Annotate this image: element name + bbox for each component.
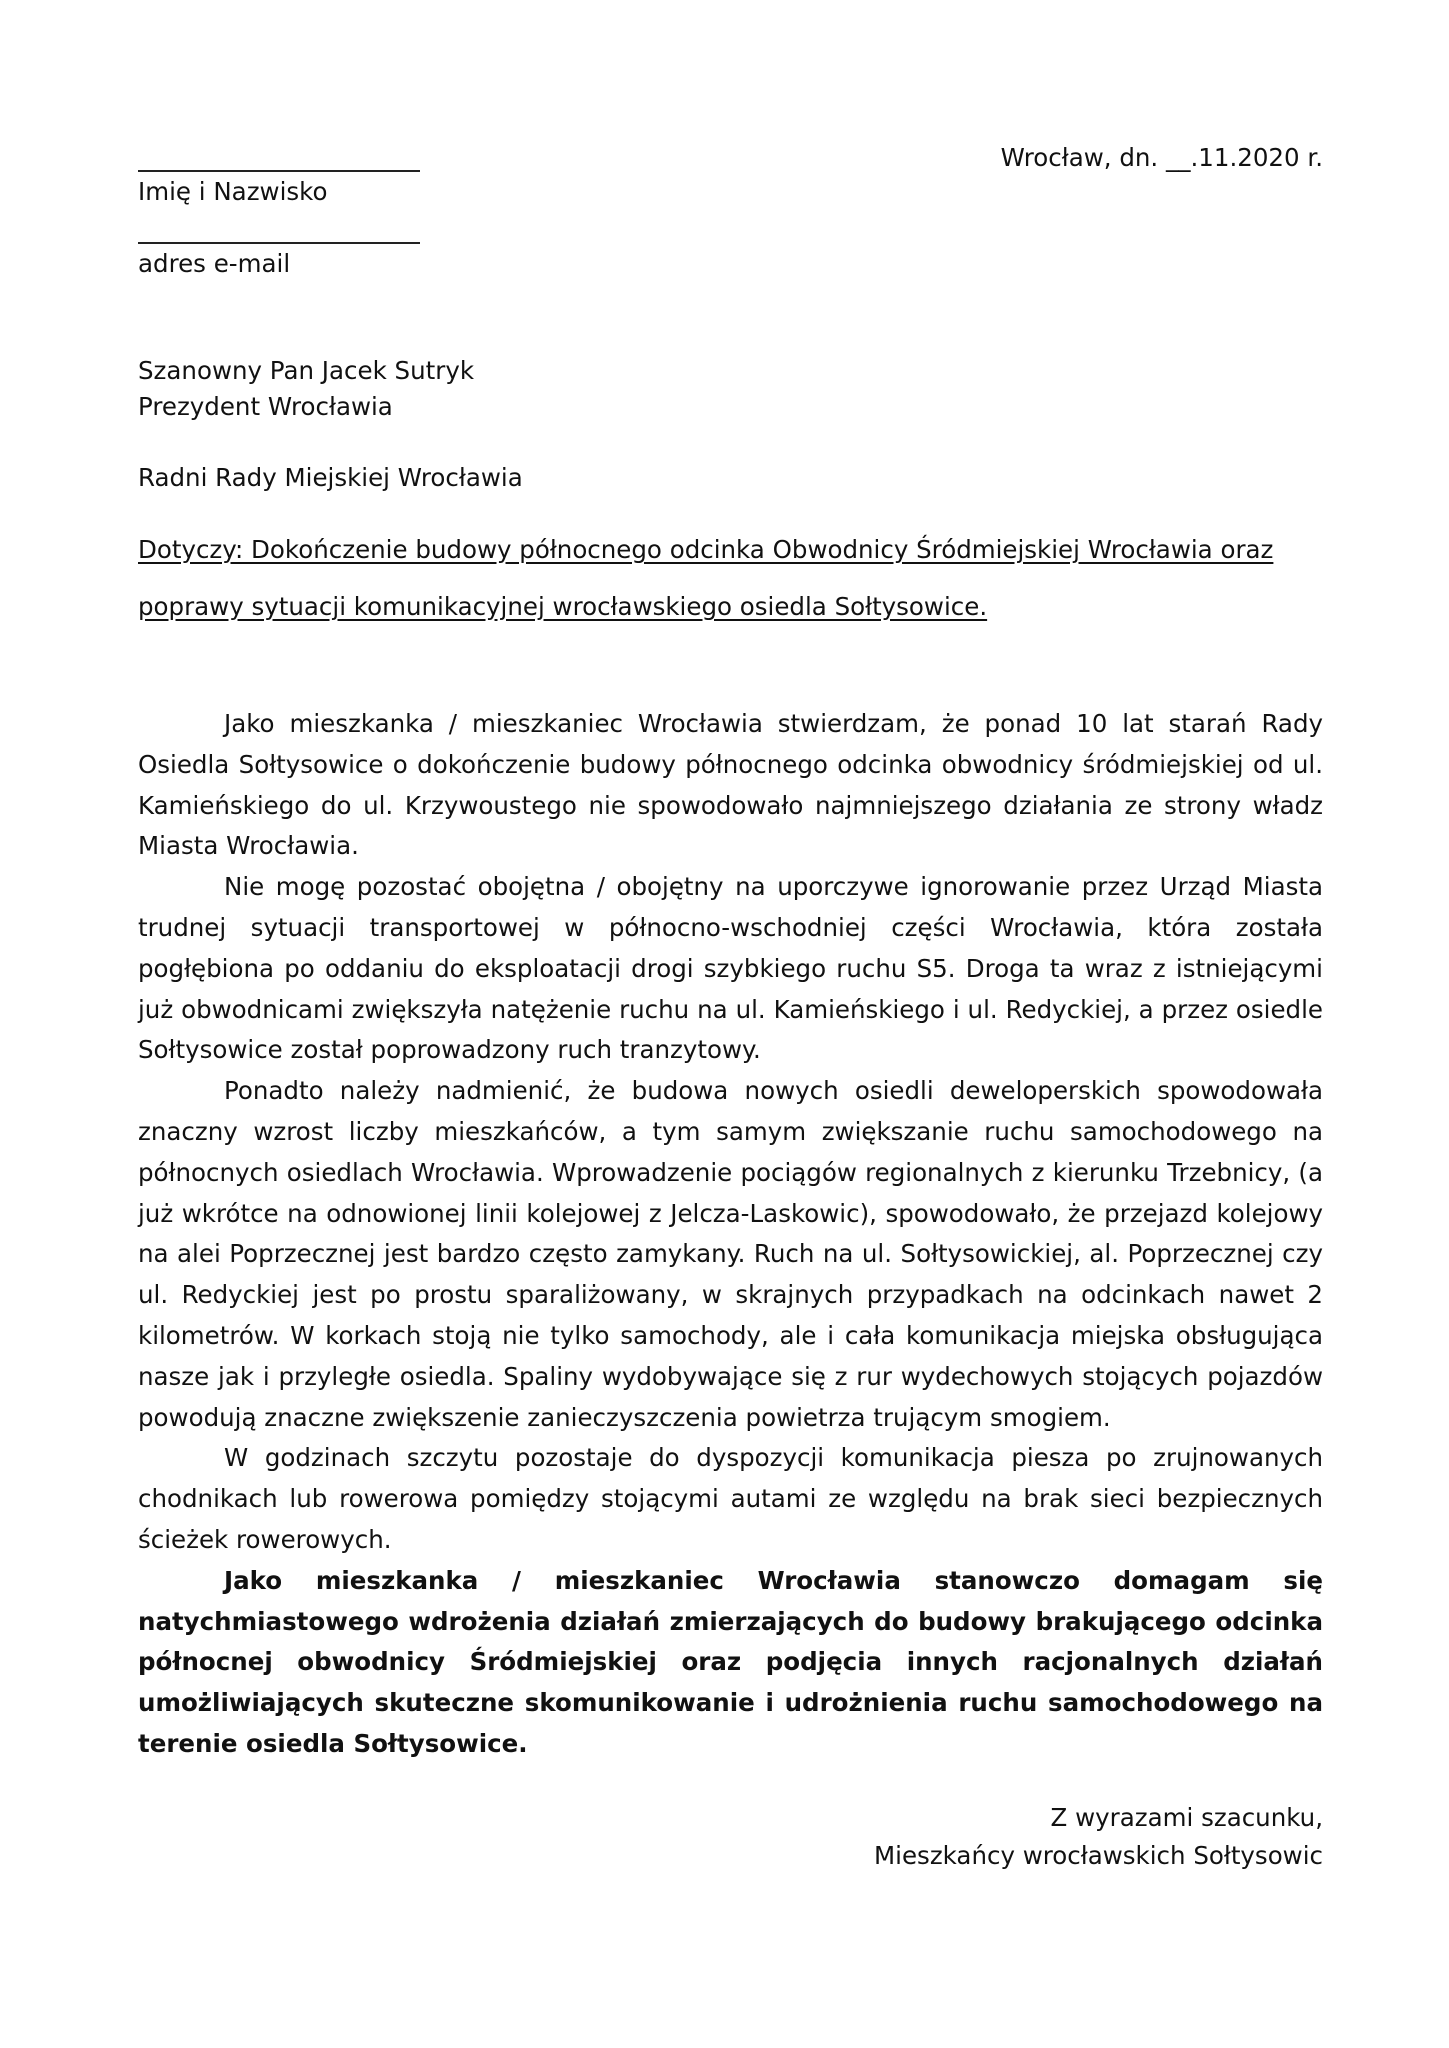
body-paragraph-1: Jako mieszkanka / mieszkaniec Wrocławia stwierdzam, że ponad 10 lat starań Rady Osiedla Sołtysowice o dokończenie budowy północnego odcinka obwodnicy śródmiejskiej od ul. Kamieńskiego do ul. Krzywoustego nie spowodowało najmniejszego działania ze strony władz Miasta Wrocławia. <box>138 709 1323 861</box>
recipient-name: Szanowny Pan Jacek Sutryk <box>138 356 475 385</box>
body-paragraph-2: Nie mogę pozostać obojętna / obojętny na uporczywe ignorowanie przez Urząd Miasta trudnej sytuacji transportowej w północno-wschodniej części Wrocławia, która została pogłębiona po oddaniu do eksploatacji drogi szybkiego ruchu S5. Droga ta wraz z istniejącymi już obwodnicami zwiększyła natężenie ruchu na ul. Kamieńskiego i ul. Redyckiej, a przez osiedle Sołtysowice został poprowadzony ruch tranzytowy. <box>138 872 1323 1065</box>
body-paragraph-4: W godzinach szczytu pozostaje do dyspozycji komunikacja piesza po zrujnowanych chodnikach lub rowerowa pomiędzy stojącymi autami ze względu na brak sieci bezpiecznych ścieżek rowerowych. <box>138 1443 1323 1554</box>
name-blank-line <box>138 170 420 172</box>
recipient-title: Prezydent Wrocławia <box>138 392 393 421</box>
body-paragraph-3: Ponadto należy nadmienić, że budowa nowych osiedli deweloperskich spowodowała znaczny wzrost liczby mieszkańców, a tym samym zwiększanie ruchu samochodowego na północnych osiedlach Wrocławia. Wprowadzenie pociągów regionalnych z kierunku Trzebnicy, (a już wkrótce na odnowionej linii kolejowej z Jelcza-Laskowic), spowodowało, że przejazd kolejowy na alei Poprzecznej jest bardzo często zamykany. Ruch na ul. Sołtysowickiej, al. Poprzecznej czy ul. Redyckiej jest po prostu sparaliżowany, w skrajnych przypadkach na odcinkach nawet 2 kilometrów. W korkach stoją nie tylko samochody, ale i cała komunikacja miejska obsługująca nasze jak i przyległe osiedla. Spaliny wydobywające się z rur wydechowych stojących pojazdów powodują znaczne zwiększenie zanieczyszczenia powietrza trującym smogiem. <box>138 1076 1323 1432</box>
subject-line-1: Dotyczy: Dokończenie budowy północnego odcinka Obwodnicy Śródmiejskiej Wrocławia oraz <box>138 535 1274 564</box>
place-date: Wrocław, dn. __.11.2020 r. <box>1000 143 1323 172</box>
body-paragraph-demand: Jako mieszkanka / mieszkaniec Wrocławia stanowczo domagam się natychmiastowego wdrożenia działań zmierzających do budowy brakującego odcinka północnej obwodnicy Śródmiejskiej oraz podjęcia innych racjonalnych działań umożliwiających skuteczne skomunikowanie i udrożnienia ruchu samochodowego na terenie osiedla Sołtysowice. <box>138 1565 1323 1758</box>
email-label: adres e-mail <box>138 249 291 278</box>
email-blank-line <box>138 242 420 244</box>
subject-line-2: poprawy sytuacji komunikacyjnej wrocławskiego osiedla Sołtysowice. <box>138 592 988 621</box>
closing-greeting: Z wyrazami szacunku, <box>1050 1803 1323 1832</box>
recipient-council: Radni Rady Miejskiej Wrocławia <box>138 463 523 492</box>
name-label: Imię i Nazwisko <box>138 177 328 206</box>
letter-body <box>138 704 1323 1765</box>
closing-signature: Mieszkańcy wrocławskich Sołtysowic <box>874 1841 1323 1870</box>
